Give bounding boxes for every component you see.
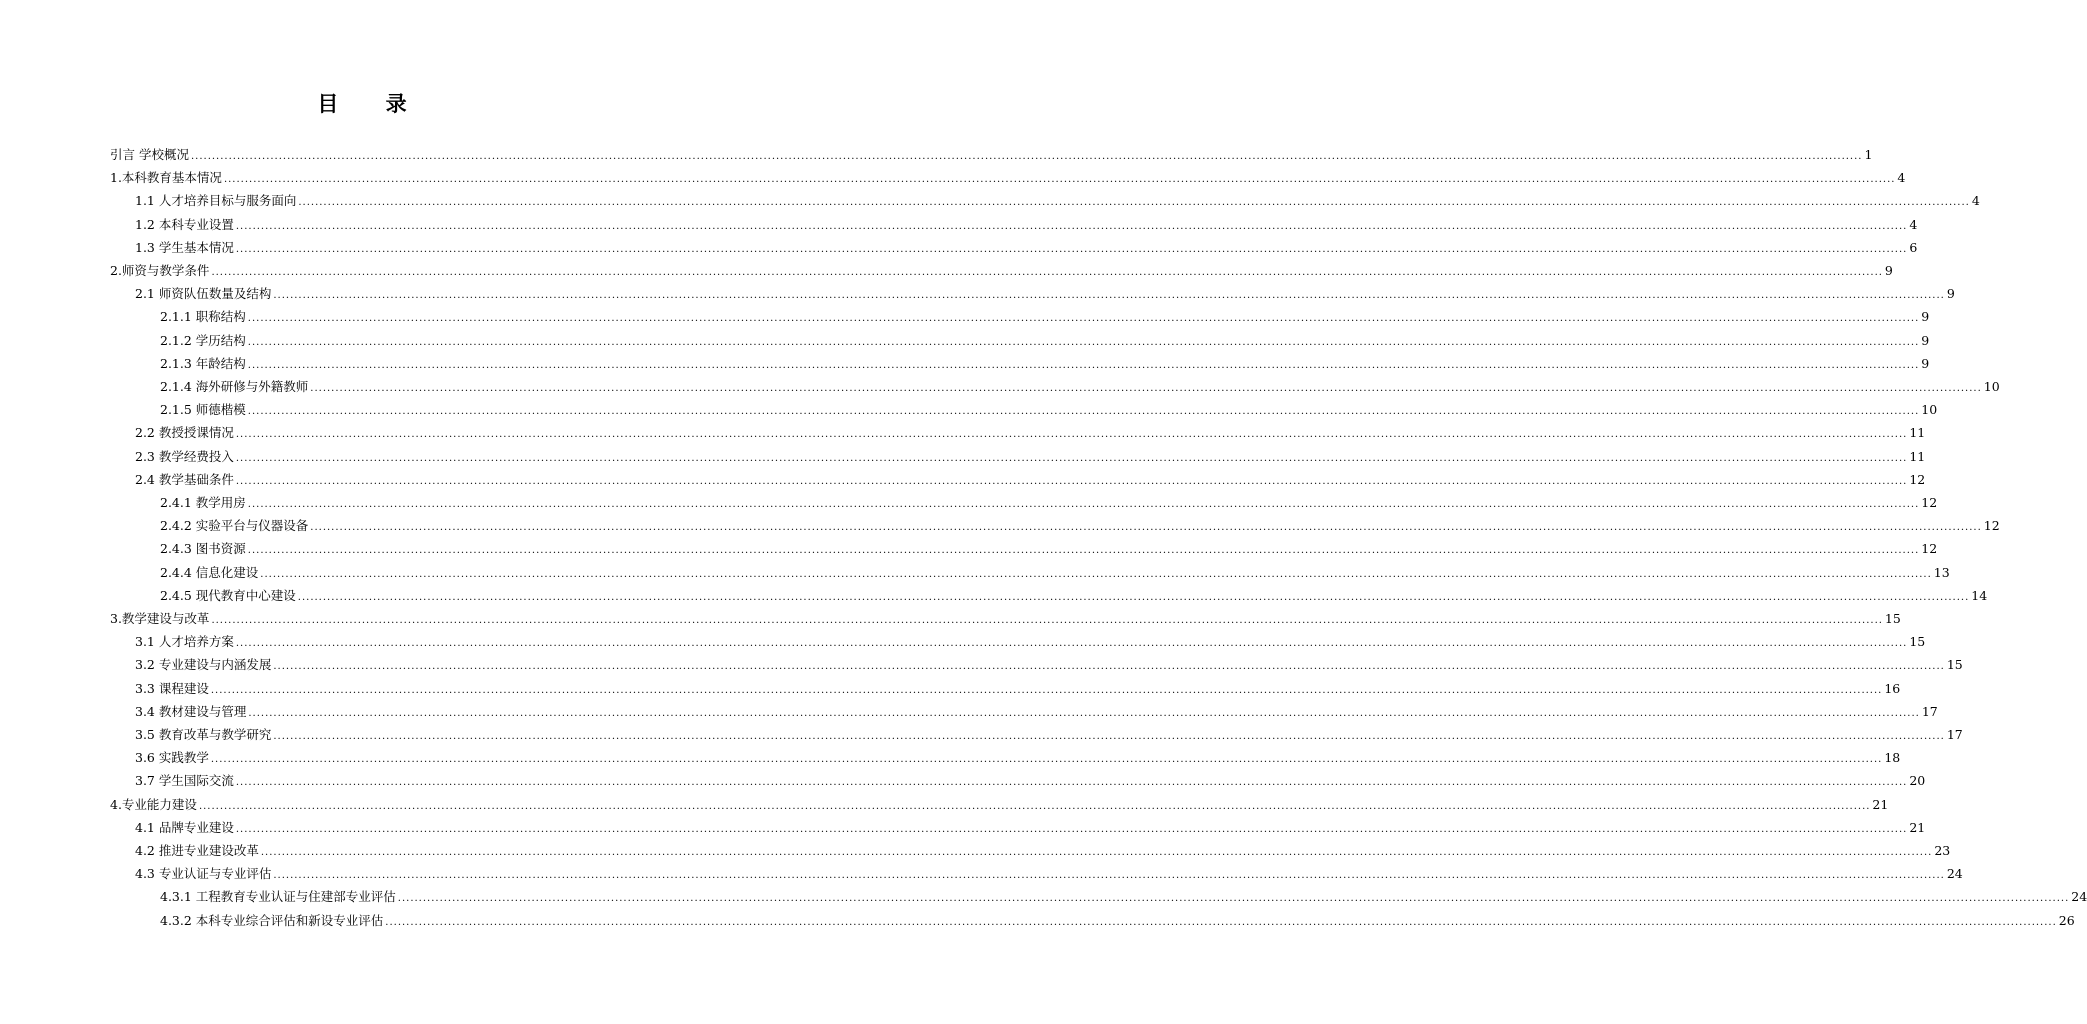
toc-entry-label: 4.3.1 工程教育专业认证与住建部专业评估	[160, 889, 396, 905]
toc-entry-label: 2.1.1 职称结构	[160, 309, 246, 325]
toc-entry[interactable]	[135, 282, 1955, 305]
toc-page-number: 17	[1921, 703, 1938, 719]
toc-entry-label: 1.3 学生基本情况	[135, 239, 234, 255]
toc-entry-label: 2.1.5 师德楷模	[160, 402, 246, 418]
toc-page-number: 18	[1884, 750, 1901, 766]
toc-page-number: 9	[1946, 286, 1955, 302]
toc-entry-label: 3.教学建设与改革	[110, 611, 210, 626]
toc-page-number: 4	[1897, 170, 1906, 186]
toc-page-number: 12	[1983, 518, 2000, 534]
toc-entry[interactable]	[160, 352, 1930, 375]
toc-page-number: 1	[1864, 147, 1873, 162]
toc-entry[interactable]	[160, 561, 1950, 584]
toc-dot-leader: ................................................................................................................................................................................................................................................................................................................................................................................................................	[297, 591, 1970, 603]
toc-entry[interactable]	[135, 723, 1963, 746]
toc-entry-label: 2.4 教学基础条件	[135, 471, 234, 487]
toc-dot-leader: ................................................................................................................................................................................................................................................................................................................................................................................................................	[210, 684, 1883, 696]
toc-page-number: 11	[1909, 448, 1926, 464]
toc-dot-leader: ................................................................................................................................................................................................................................................................................................................................................................................................................	[211, 615, 1883, 626]
toc-entry[interactable]	[160, 375, 2000, 398]
toc-dot-leader: ................................................................................................................................................................................................................................................................................................................................................................................................................	[298, 197, 1970, 209]
toc-page-number: 9	[1921, 332, 1930, 348]
toc-page-number: 21	[1872, 796, 1889, 812]
toc-dot-leader: ................................................................................................................................................................................................................................................................................................................................................................................................................	[235, 638, 1908, 650]
toc-entry[interactable]	[160, 584, 1988, 607]
toc-page-number: 9	[1921, 309, 1930, 325]
toc-entry[interactable]	[160, 305, 1930, 328]
toc-page-number: 16	[1884, 680, 1901, 696]
toc-entry-label: 2.1.2 学历结构	[160, 332, 246, 348]
toc-page-number: 4	[1971, 193, 1980, 209]
toc-page-number: 26	[2058, 912, 2075, 928]
toc-entry[interactable]	[160, 885, 2087, 908]
toc-dot-leader: ................................................................................................................................................................................................................................................................................................................................................................................................................	[223, 174, 1896, 186]
toc-entry[interactable]	[135, 468, 1926, 491]
toc-entry[interactable]	[135, 236, 1918, 259]
toc-dot-leader: ................................................................................................................................................................................................................................................................................................................................................................................................................	[273, 731, 1945, 742]
toc-page-number: 24	[1946, 866, 1963, 882]
toc-entry-label: 3.5 教育改革与教学研究	[135, 727, 272, 742]
toc-entry[interactable]	[135, 189, 1980, 212]
toc-page-number: 15	[1909, 634, 1926, 650]
toc-page-number: 21	[1909, 819, 1926, 835]
toc-dot-leader: ................................................................................................................................................................................................................................................................................................................................................................................................................	[190, 151, 1863, 162]
toc-dot-leader: ................................................................................................................................................................................................................................................................................................................................................................................................................	[235, 452, 1908, 464]
toc-dot-leader: ................................................................................................................................................................................................................................................................................................................................................................................................................	[260, 847, 1933, 858]
toc-dot-leader: ................................................................................................................................................................................................................................................................................................................................................................................................................	[211, 267, 1883, 278]
toc-entry-label: 4.1 品牌专业建设	[135, 819, 234, 835]
toc-page-number: 15	[1884, 611, 1901, 626]
toc-entry-label: 2.1.3 年龄结构	[160, 355, 246, 371]
toc-entry[interactable]	[110, 166, 1906, 189]
toc-entry[interactable]	[135, 630, 1926, 653]
toc-entry[interactable]	[110, 143, 1873, 166]
toc-page-number: 12	[1921, 541, 1938, 557]
toc-page-number: 15	[1946, 657, 1963, 673]
toc-entry[interactable]	[135, 653, 1963, 676]
toc-page-number: 11	[1909, 425, 1926, 441]
toc-entry-label: 3.1 人才培养方案	[135, 634, 234, 650]
toc-entry-label: 1.2 本科专业设置	[135, 216, 234, 232]
toc-page-number: 6	[1909, 239, 1918, 255]
toc-title: 目 录	[317, 92, 427, 116]
toc-page-number: 12	[1909, 471, 1926, 487]
toc-entry-label: 2.1.4 海外研修与外籍教师	[160, 379, 309, 394]
toc-dot-leader: ................................................................................................................................................................................................................................................................................................................................................................................................................	[235, 429, 1908, 441]
toc-dot-leader: ................................................................................................................................................................................................................................................................................................................................................................................................................	[247, 313, 1920, 325]
toc-entry[interactable]	[135, 445, 1926, 468]
toc-entry-label: 3.4 教材建设与管理	[135, 703, 247, 719]
toc-entry[interactable]	[160, 909, 2075, 932]
toc-page-number: 14	[1971, 587, 1988, 603]
toc-entry-label: 2.3 教学经费投入	[135, 448, 234, 464]
toc-entry-label: 4.专业能力建设	[110, 796, 197, 812]
toc-dot-leader: ................................................................................................................................................................................................................................................................................................................................................................................................................	[235, 777, 1908, 789]
toc-dot-leader: ................................................................................................................................................................................................................................................................................................................................................................................................................	[385, 916, 2057, 928]
toc-entry[interactable]	[135, 421, 1926, 444]
toc-dot-leader: ................................................................................................................................................................................................................................................................................................................................................................................................................	[247, 545, 1920, 557]
toc-entry[interactable]	[135, 862, 1963, 885]
toc-entry-label: 2.4.3 图书资源	[160, 541, 246, 557]
toc-page-number: 17	[1946, 727, 1963, 742]
toc-entry-label: 2.4.1 教学用房	[160, 495, 246, 510]
toc-entry[interactable]	[160, 514, 2000, 537]
toc-entry-label: 3.7 学生国际交流	[135, 773, 234, 789]
toc-page-number: 20	[1909, 773, 1926, 789]
toc-entry-label: 4.2 推进专业建设改革	[135, 843, 259, 858]
toc-entry-label: 3.3 课程建设	[135, 680, 209, 696]
toc-entry[interactable]	[135, 769, 1926, 792]
toc-entry[interactable]	[110, 259, 1893, 282]
toc-page-number: 24	[2071, 889, 2087, 905]
toc-dot-leader: ................................................................................................................................................................................................................................................................................................................................................................................................................	[248, 707, 1920, 719]
toc-dot-leader: ................................................................................................................................................................................................................................................................................................................................................................................................................	[247, 499, 1920, 510]
toc-page-number: 10	[1921, 402, 1938, 418]
toc-page-number: 23	[1934, 843, 1951, 858]
toc-entry-label: 2.4.5 现代教育中心建设	[160, 587, 296, 603]
toc-entry-label: 4.3.2 本科专业综合评估和新设专业评估	[160, 912, 384, 928]
toc-entry-label: 1.本科教育基本情况	[110, 170, 222, 186]
toc-page-number: 9	[1921, 355, 1930, 371]
toc-entry[interactable]	[135, 816, 1926, 839]
toc-entry-label: 4.3 专业认证与专业评估	[135, 866, 272, 882]
toc-dot-leader: ................................................................................................................................................................................................................................................................................................................................................................................................................	[235, 823, 1908, 835]
toc-entry[interactable]	[135, 839, 1951, 862]
toc-dot-leader: ................................................................................................................................................................................................................................................................................................................................................................................................................	[260, 568, 1932, 580]
toc-entry[interactable]	[135, 677, 1901, 700]
toc-page-number: 10	[1983, 379, 2000, 394]
toc-entry-label: 2.4.2 实验平台与仪器设备	[160, 518, 309, 534]
toc-entry-label: 2.师资与教学条件	[110, 263, 210, 278]
toc-entry-label: 引言 学校概况	[110, 147, 189, 162]
toc-dot-leader: ................................................................................................................................................................................................................................................................................................................................................................................................................	[210, 754, 1883, 766]
toc-entry[interactable]	[135, 746, 1901, 769]
toc-entry-label: 3.6 实践教学	[135, 750, 209, 766]
toc-dot-leader: ................................................................................................................................................................................................................................................................................................................................................................................................................	[247, 406, 1920, 418]
toc-dot-leader: ................................................................................................................................................................................................................................................................................................................................................................................................................	[247, 359, 1920, 371]
toc-dot-leader: ................................................................................................................................................................................................................................................................................................................................................................................................................	[273, 870, 1945, 882]
toc-dot-leader: ................................................................................................................................................................................................................................................................................................................................................................................................................	[310, 383, 1982, 394]
toc-dot-leader: ................................................................................................................................................................................................................................................................................................................................................................................................................	[198, 800, 1871, 812]
toc-entry-label: 2.4.4 信息化建设	[160, 564, 259, 580]
toc-page-number: 13	[1933, 564, 1950, 580]
toc-dot-leader: ................................................................................................................................................................................................................................................................................................................................................................................................................	[397, 893, 2070, 905]
toc-entry-label: 1.1 人才培养目标与服务面向	[135, 193, 297, 209]
toc-entry-label: 3.2 专业建设与内涵发展	[135, 657, 272, 673]
toc-dot-leader: ................................................................................................................................................................................................................................................................................................................................................................................................................	[235, 243, 1908, 255]
toc-dot-leader: ................................................................................................................................................................................................................................................................................................................................................................................................................	[235, 220, 1908, 232]
toc-entry-label: 2.1 师资队伍数量及结构	[135, 286, 272, 302]
toc-page-number: 9	[1884, 263, 1893, 278]
toc-dot-leader: ................................................................................................................................................................................................................................................................................................................................................................................................................	[247, 336, 1920, 348]
toc-dot-leader: ................................................................................................................................................................................................................................................................................................................................................................................................................	[310, 522, 1982, 534]
toc-dot-leader: ................................................................................................................................................................................................................................................................................................................................................................................................................	[235, 475, 1908, 487]
toc-entry[interactable]	[135, 213, 1918, 236]
toc-page-number: 4	[1909, 216, 1918, 232]
toc-entry-label: 2.2 教授授课情况	[135, 425, 234, 441]
toc-entry[interactable]	[160, 398, 1938, 421]
toc-entry[interactable]	[135, 700, 1938, 723]
toc-page-number: 12	[1921, 495, 1938, 510]
toc-entry[interactable]	[160, 329, 1930, 352]
toc-dot-leader: ................................................................................................................................................................................................................................................................................................................................................................................................................	[273, 661, 1945, 673]
toc-entry[interactable]	[160, 491, 1938, 514]
toc-entry[interactable]	[110, 793, 1889, 816]
toc-entry[interactable]	[110, 607, 1901, 630]
toc-dot-leader: ................................................................................................................................................................................................................................................................................................................................................................................................................	[273, 290, 1945, 302]
toc-entry[interactable]	[160, 537, 1938, 560]
